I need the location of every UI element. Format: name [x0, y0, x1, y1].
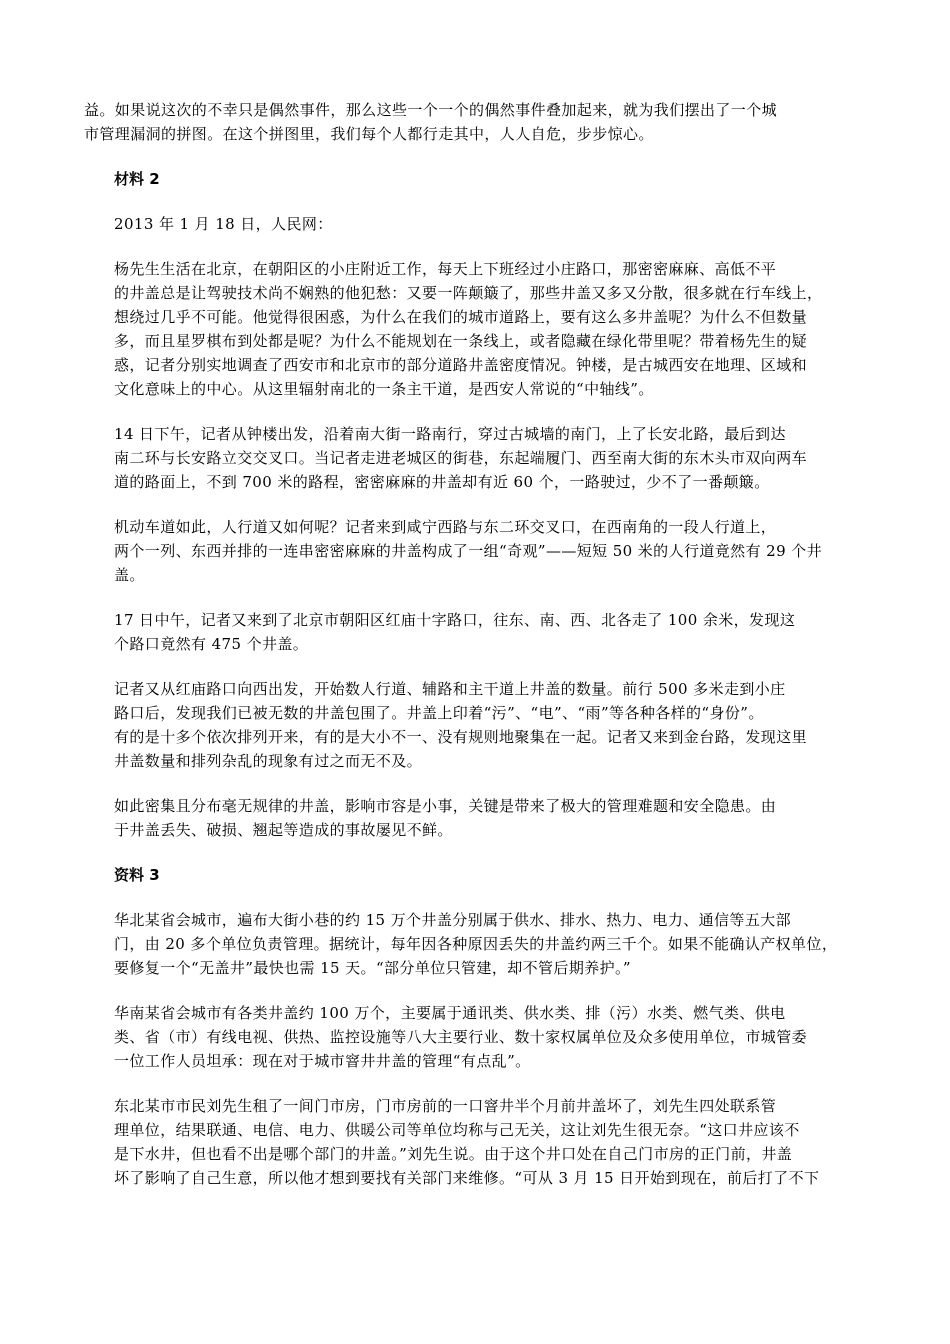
- text-line: 华南某省会城市有各类井盖约 100 万个，主要属于通讯类、供水类、排（污）水类、燃气类、供电: [114, 1004, 786, 1022]
- section-heading-material-2: 材料 2: [114, 170, 160, 188]
- paragraph-mr-yang: [84, 257, 854, 401]
- text-line: 益。如果说这次的不幸只是偶然事件，那么这些一个一个的偶然事件叠加起来，就为我们摆出了一个城: [84, 101, 778, 119]
- paragraph-sidewalk: [84, 515, 854, 587]
- text-line: 理单位，结果联通、电信、电力、供暖公司等单位均称与己无关，这让刘先生很无奈。“这口井应该不: [114, 1121, 800, 1139]
- text-line: 如此密集且分布毫无规律的井盖，影响市容是小事，关键是带来了极大的管理难题和安全隐患。由: [114, 797, 777, 815]
- text-line: 惑，记者分别实地调查了西安市和北京市的部分道路井盖密度情况。钟楼，是古城西安在地理、区域和: [114, 356, 808, 374]
- paragraph-south-china: [84, 1001, 854, 1073]
- text-line: 盖。: [114, 566, 145, 584]
- text-line: 市管理漏洞的拼图。在这个拼图里，我们每个人都行走其中，人人自危，步步惊心。: [84, 125, 654, 143]
- paragraph-date: [84, 212, 854, 236]
- paragraph-northeast: [84, 1094, 854, 1190]
- paragraph-14th-afternoon: [84, 422, 854, 494]
- text-line: 路口后，发现我们已被无数的井盖包围了。井盖上印着“污”、“电”、“雨”等各种各样的“身份”。: [114, 704, 764, 722]
- text-line: 一位工作人员坦承：现在对于城市窨井井盖的管理“有点乱”。: [114, 1052, 531, 1070]
- text-line: 的井盖总是让驾驶技术尚不娴熟的他犯愁：又要一阵颠簸了，那些井盖又多又分散，很多就在行车线上，: [114, 284, 823, 302]
- document-page: [84, 98, 854, 1211]
- text-line: 坏了影响了自己生意，所以他才想到要找有关部门来维修。“可从 3 月 15 日开始到现在，前后打了不下: [114, 1169, 820, 1187]
- text-line: 17 日中午，记者又来到了北京市朝阳区红庙十字路口，往东、南、西、北各走了 100 余米，发现这: [114, 611, 796, 629]
- text-line: 类、省（市）有线电视、供热、监控设施等八大主要行业、数十家权属单位及众多使用单位，市城管委: [114, 1028, 808, 1046]
- text-line: 华北某省会城市，遍布大街小巷的约 15 万个井盖分别属于供水、排水、热力、电力、通信等五大部: [114, 911, 792, 929]
- paragraph-intro: [84, 98, 854, 146]
- text-line: 道的路面上，不到 700 米的路程，密密麻麻的井盖却有近 60 个，一路驶过，少不了一番颠簸。: [114, 473, 770, 491]
- text-line: 14 日下午，记者从钟楼出发，沿着南大街一路南行，穿过古城墙的南门，上了长安北路，最后到达: [114, 425, 786, 443]
- text-line: 南二环与长安路立交交叉口。当记者走进老城区的街巷，东起端履门、西至南大街的东木头市双向两车: [114, 449, 808, 467]
- text-line: 是下水井，但也看不出是哪个部门的井盖。”刘先生说。由于这个井口处在自己门市房的正门前，井盖: [114, 1145, 793, 1163]
- text-line: 多，而且星罗棋布到处都是呢？为什么不能规划在一条线上，或者隐藏在绿化带里呢？带着杨先生的疑: [114, 332, 808, 350]
- section-heading-material-3: 资料 3: [114, 866, 160, 884]
- paragraph-conclusion: [84, 794, 854, 842]
- paragraph-17th-noon: [84, 608, 854, 656]
- text-line: 机动车道如此，人行道又如何呢？记者来到咸宁西路与东二环交叉口，在西南角的一段人行道上，: [114, 518, 777, 536]
- text-line: 记者又从红庙路口向西出发，开始数人行道、辅路和主干道上井盖的数量。前行 500 多米走到小庄: [114, 680, 786, 698]
- text-line: 于井盖丢失、破损、翘起等造成的事故屡见不鲜。: [114, 821, 453, 839]
- text-line: 想绕过几乎不可能。他觉得很困惑，为什么在我们的城市道路上，要有这么多井盖呢？为什么不但数量: [114, 308, 808, 326]
- text-line: 井盖数量和排列杂乱的现象有过之而无不及。: [114, 752, 423, 770]
- text-line: 要修复一个“无盖井”最快也需 15 天。“部分单位只管建，却不管后期养护。”: [114, 959, 631, 977]
- text-line: 2013 年 1 月 18 日，人民网：: [114, 215, 333, 233]
- text-line: 个路口竟然有 475 个井盖。: [114, 635, 309, 653]
- text-line: 门，由 20 多个单位负责管理。据统计，每年因各种原因丢失的井盖约两三千个。如果不能确认产权单位，: [114, 935, 838, 953]
- paragraph-north-china: [84, 908, 854, 980]
- paragraph-hongmiao: [84, 677, 854, 773]
- text-line: 有的是十多个依次排列开来，有的是大小不一、没有规则地聚集在一起。记者又来到金台路，发现这里: [114, 728, 808, 746]
- text-line: 文化意味上的中心。从这里辐射南北的一条主干道，是西安人常说的“中轴线”。: [114, 380, 654, 398]
- text-line: 杨先生生活在北京，在朝阳区的小庄附近工作，每天上下班经过小庄路口，那密密麻麻、高低不平: [114, 260, 777, 278]
- text-line: 两个一列、东西并排的一连串密密麻麻的井盖构成了一组“奇观”——短短 50 米的人行道竟然有 29 个井: [114, 542, 822, 560]
- text-line: 东北某市市民刘先生租了一间门市房，门市房前的一口窨井半个月前井盖坏了，刘先生四处联系管: [114, 1097, 777, 1115]
